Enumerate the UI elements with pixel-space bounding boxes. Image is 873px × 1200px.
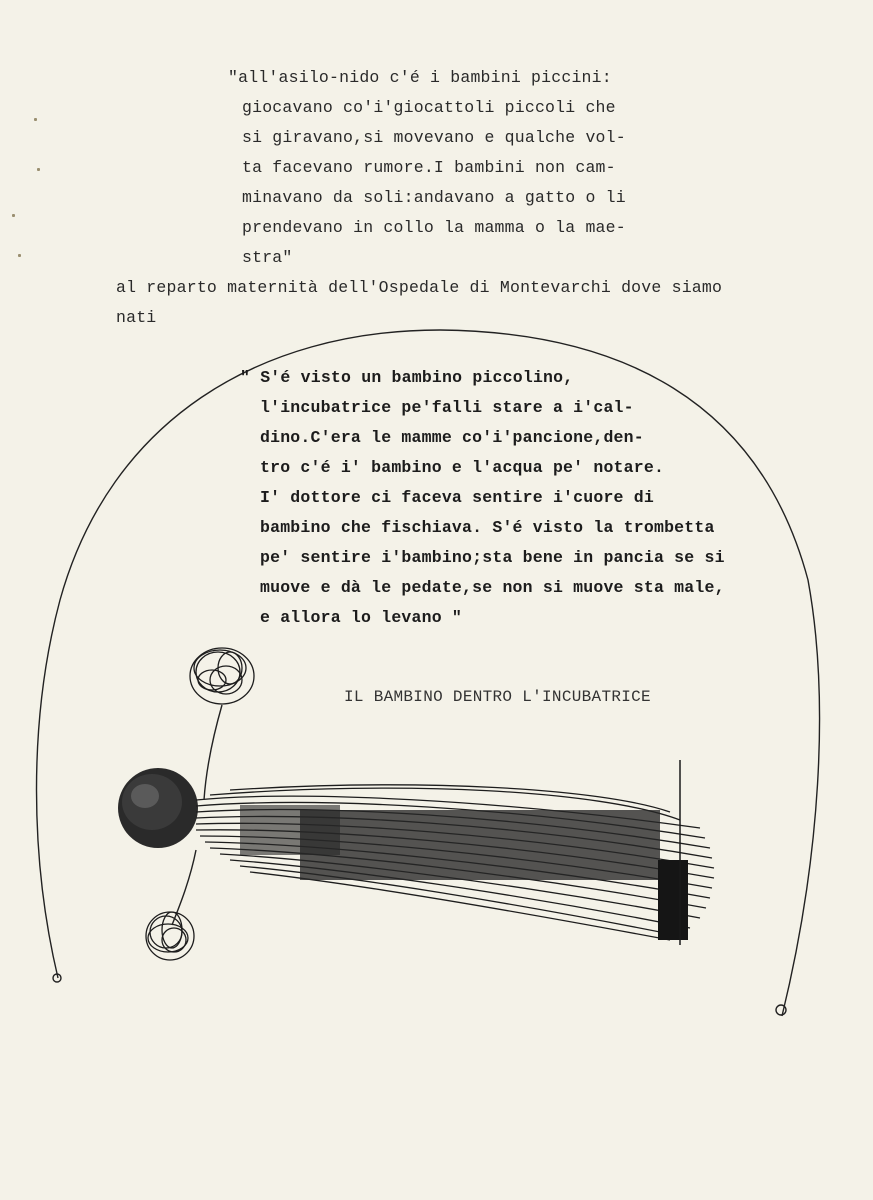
drawing-caption: IL BAMBINO DENTRO L'INCUBATRICE <box>344 688 651 706</box>
quote2-line: l'incubatrice pe'falli stare a i'cal- <box>260 398 634 417</box>
baby-body-fill <box>300 810 660 880</box>
quote1-line: minavano da soli:andavano a gatto o li <box>242 188 626 207</box>
quote2-line: bambino che fischiava. S'é visto la trombetta <box>260 518 715 537</box>
quote1-line: prendevano in collo la mamma o la mae- <box>242 218 626 237</box>
quote1-line: stra" <box>242 248 293 267</box>
quote2-line: e allora lo levano " <box>260 608 463 627</box>
baby-head <box>118 768 198 848</box>
quote2-line: dino.C'era le mamme co'i'pancione,den- <box>260 428 644 447</box>
arch-end-knot-right <box>776 1005 786 1015</box>
quote1-line: giocavano co'i'giocattoli piccoli che <box>242 98 616 117</box>
flower-stem <box>204 705 222 800</box>
quote2-line: " S'é visto un bambino piccolino, <box>240 368 574 387</box>
intro-line: nati <box>116 308 157 327</box>
quote1-line: ta facevano rumore.I bambini non cam- <box>242 158 616 177</box>
lower-flower <box>146 912 194 960</box>
quote1-line: "all'asilo-nido c'é i bambini piccini: <box>228 68 612 87</box>
quote2-line: I' dottore ci faceva sentire i'cuore di <box>260 488 654 507</box>
upper-flower <box>190 648 254 704</box>
quote2-line: tro c'é i' bambino e l'acqua pe' notare. <box>260 458 665 477</box>
intro-line: al reparto maternità dell'Ospedale di Montevarchi dove siamo <box>116 278 723 297</box>
quote1-line: si giravano,si movevano e qualche vol- <box>242 128 626 147</box>
quote2-line: pe' sentire i'bambino;sta bene in pancia se si <box>260 548 725 567</box>
quote2-line: muove e dà le pedate,se non si muove sta male, <box>260 578 725 597</box>
baby-body-fill <box>240 805 340 855</box>
baby-feet-block <box>658 860 688 940</box>
